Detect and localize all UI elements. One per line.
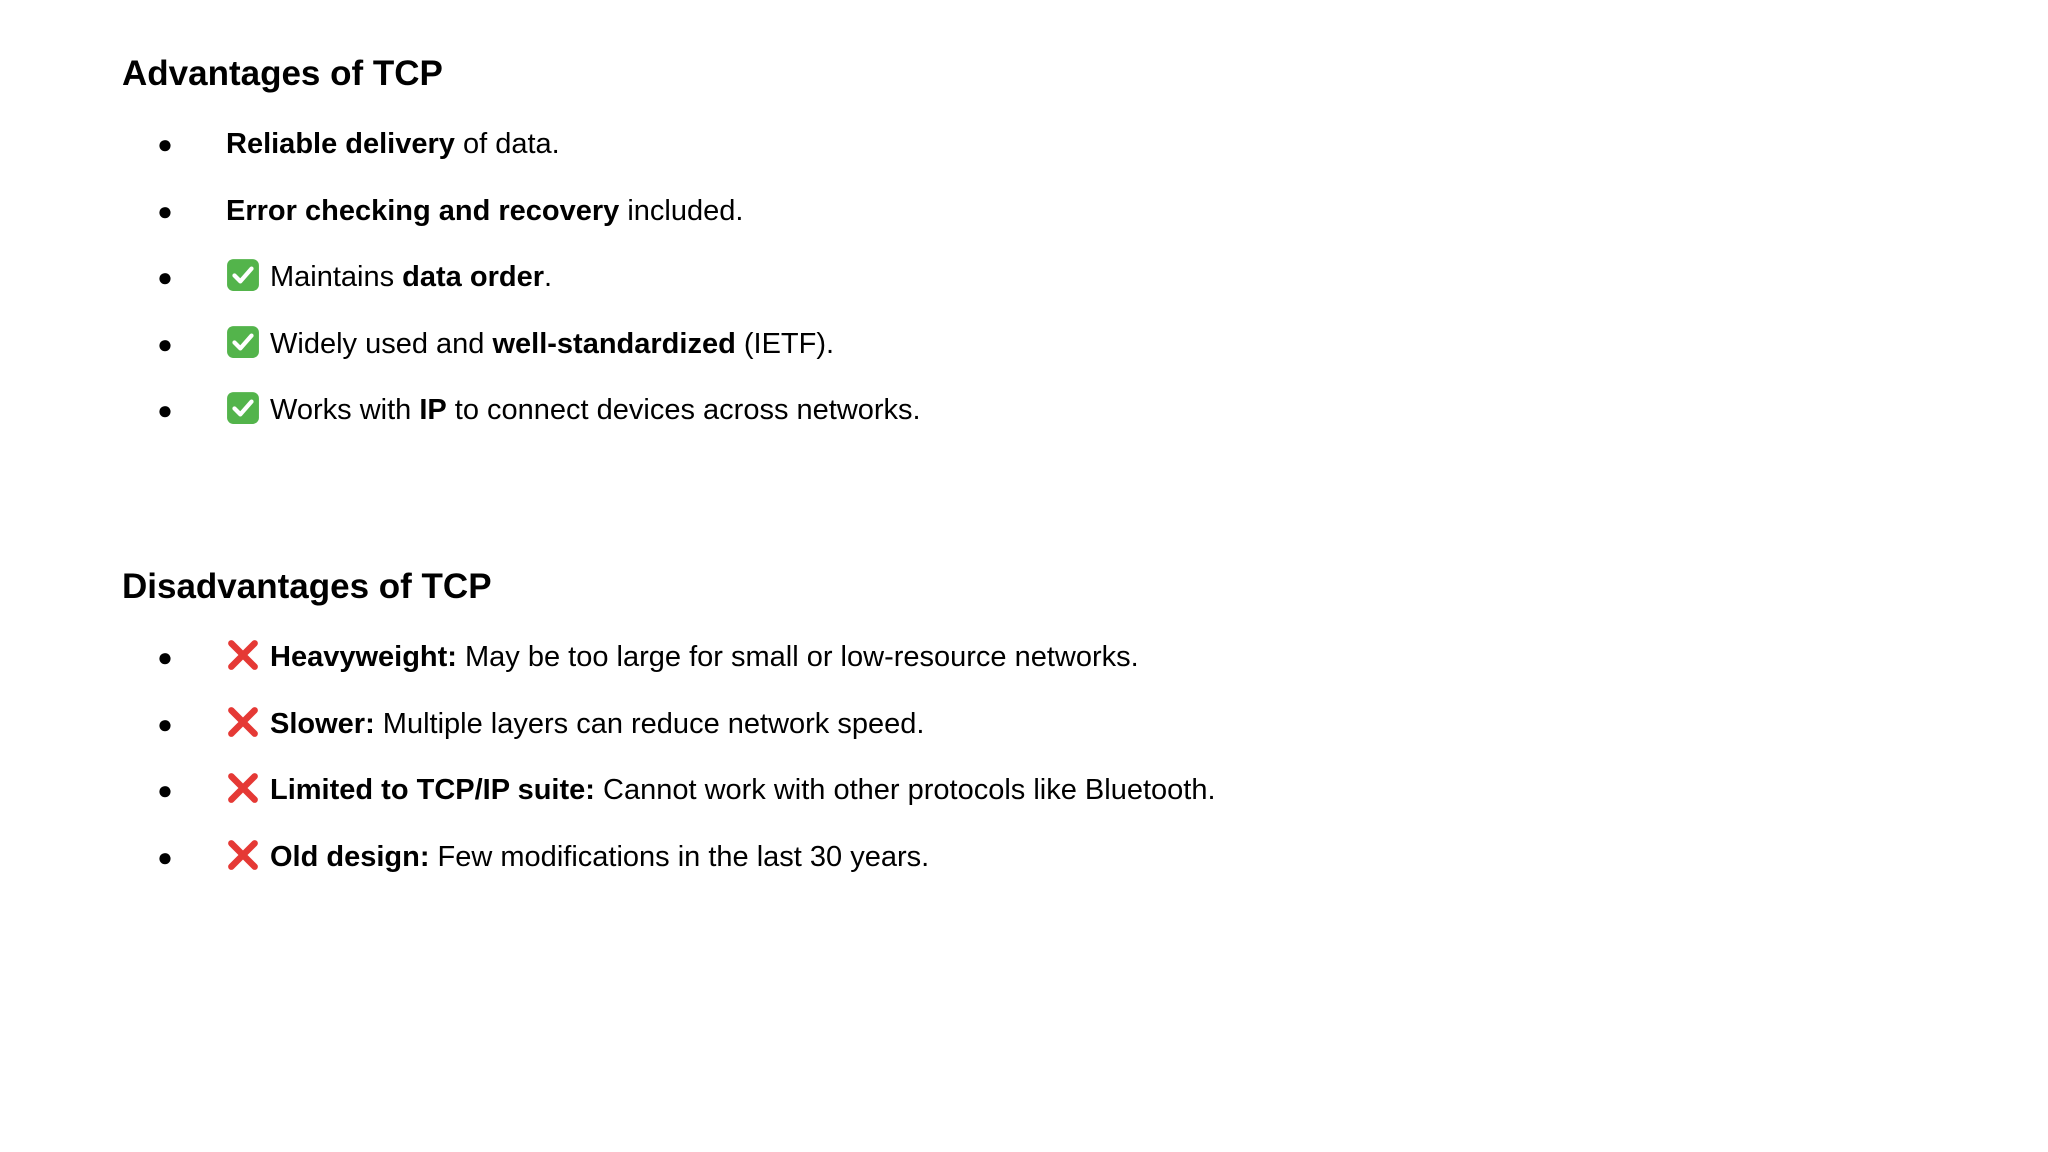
plain-text: to connect devices across networks. xyxy=(446,394,921,426)
list-item-text xyxy=(226,702,924,746)
plain-text: of data. xyxy=(454,128,560,160)
bold-text: well-standardized xyxy=(492,327,736,360)
check-mark-icon xyxy=(226,325,260,359)
disadvantages-heading: Disadvantages of TCP xyxy=(122,567,492,606)
list-item-text xyxy=(226,635,1139,679)
list-item-text xyxy=(226,768,1216,812)
cross-mark-icon xyxy=(226,705,260,739)
bullet-icon: ● xyxy=(157,262,173,292)
list-item-text xyxy=(226,189,743,233)
plain-text: Maintains xyxy=(270,261,403,293)
list-item-text xyxy=(226,322,834,366)
bold-text: Limited to TCP/IP suite: xyxy=(270,774,595,806)
bullet-icon: ● xyxy=(157,642,173,672)
bullet-icon: ● xyxy=(157,129,173,159)
plain-text: . xyxy=(544,261,553,293)
list-item-text xyxy=(226,122,560,166)
list-item-text xyxy=(226,835,929,879)
list-item-text xyxy=(226,388,921,432)
plain-text: (IETF). xyxy=(735,327,835,360)
bullet-icon: ● xyxy=(157,395,173,425)
plain-text: Widely used and xyxy=(270,327,493,360)
list-item-text xyxy=(226,255,552,299)
bullet-icon: ● xyxy=(157,328,173,359)
bold-text: Error checking and recovery xyxy=(226,194,620,227)
plain-text: Works with xyxy=(270,394,420,426)
bullet-icon: ● xyxy=(157,708,173,739)
advantages-heading: Advantages of TCP xyxy=(122,54,443,93)
bullet-icon: ● xyxy=(157,841,173,872)
bold-text: data order xyxy=(402,261,544,293)
plain-text: May be too large for small or low-resource networks. xyxy=(456,641,1139,673)
disadvantages-section xyxy=(122,563,1922,873)
cross-mark-icon xyxy=(226,838,260,872)
bold-text: Reliable delivery xyxy=(226,128,455,160)
bold-text: Slower: xyxy=(270,707,375,740)
cross-mark-icon xyxy=(226,638,260,672)
bold-text: IP xyxy=(419,394,447,426)
plain-text: Few modifications in the last 30 years. xyxy=(429,840,930,873)
advantages-section xyxy=(122,50,1922,426)
plain-text: Multiple layers can reduce network speed. xyxy=(374,707,925,740)
check-mark-icon xyxy=(226,258,260,292)
bold-text: Old design: xyxy=(270,840,430,873)
bullet-icon: ● xyxy=(157,195,173,226)
bold-text: Heavyweight: xyxy=(270,641,457,673)
check-mark-icon xyxy=(226,391,260,425)
bullet-icon: ● xyxy=(157,775,173,805)
plain-text: Cannot work with other protocols like Bluetooth. xyxy=(594,774,1216,806)
plain-text: included. xyxy=(619,194,744,227)
cross-mark-icon xyxy=(226,771,260,805)
